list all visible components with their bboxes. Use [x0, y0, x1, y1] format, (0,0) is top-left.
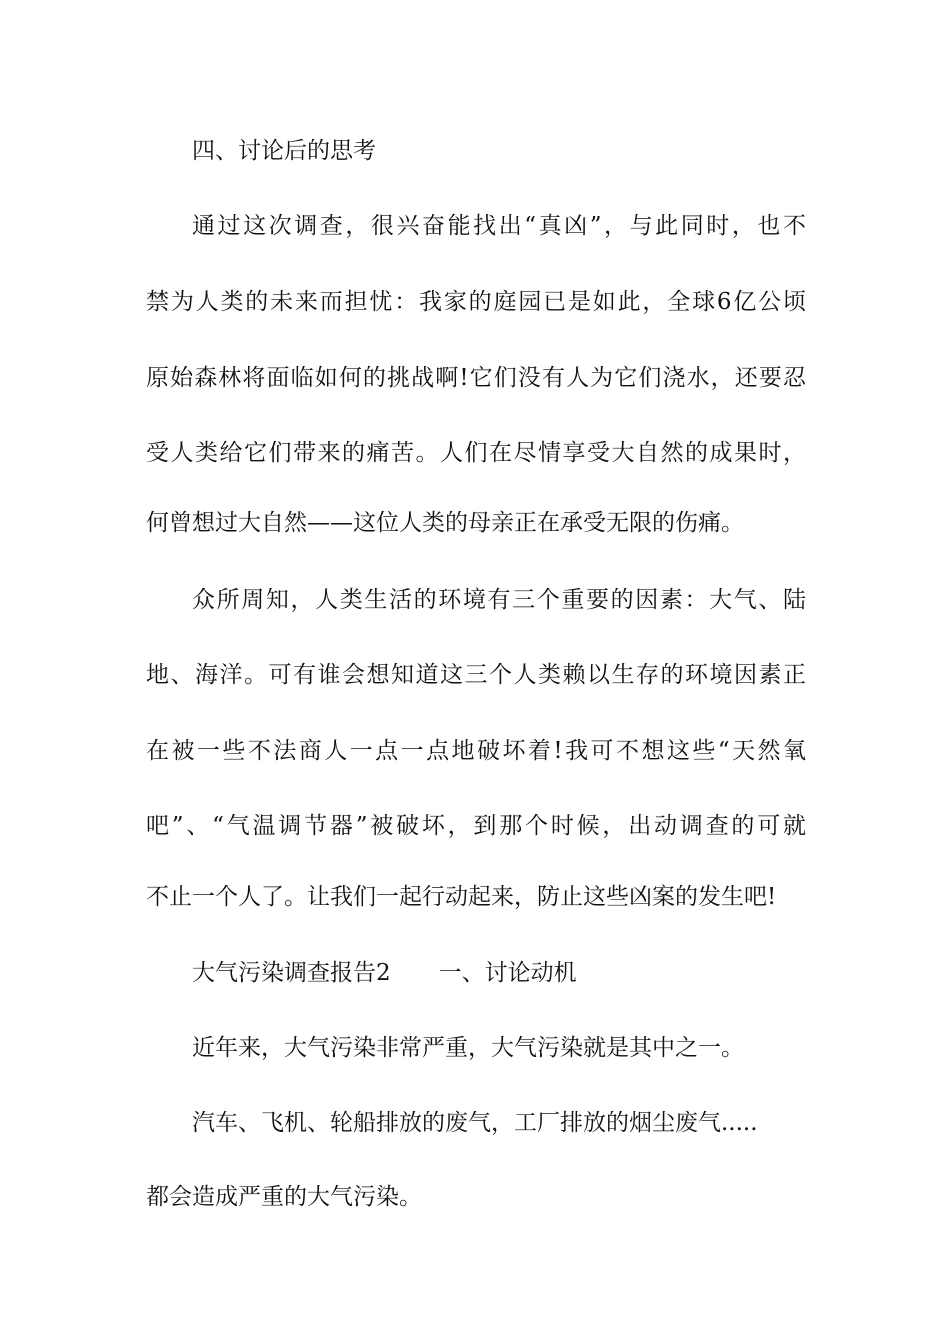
- section-heading-reflection: 四、讨论后的思考: [192, 138, 376, 164]
- paragraph-line: 众所周知，人类生活的环境有三个重要的因素：大气、陆: [192, 587, 806, 613]
- paragraph-line: 通过这次调查，很兴奋能找出“真凶”，与此同时，也不: [192, 213, 806, 239]
- paragraph-line: 禁为人类的未来而担忧：我家的庭园已是如此，全球6亿公顷: [146, 289, 806, 315]
- paragraph-line: 不止一个人了。让我们一起行动起来，防止这些凶案的发生吧!: [146, 884, 777, 910]
- report-heading: [192, 958, 806, 988]
- paragraph-line: 吧”、“气温调节器”被破坏，到那个时候，出动调查的可就: [146, 813, 806, 839]
- paragraph-line: 近年来，大气污染非常严重，大气污染就是其中之一。: [192, 1035, 744, 1061]
- paragraph-line: 都会造成严重的大气污染。: [146, 1184, 422, 1210]
- paragraph-line: 在被一些不法商人一点一点地破坏着!我可不想这些“天然氧: [146, 738, 806, 764]
- paragraph-line: 汽车、飞机、轮船排放的废气，工厂排放的烟尘废气.....: [192, 1110, 758, 1136]
- paragraph-line: 地、海洋。可有谁会想知道这三个人类赖以生存的环境因素正: [146, 662, 806, 688]
- report-section-heading: 一、讨论动机: [438, 960, 577, 986]
- paragraph-line: 受人类给它们带来的痛苦。人们在尽情享受大自然的成果时，: [146, 440, 806, 466]
- report-title: 大气污染调查报告2: [192, 960, 391, 986]
- paragraph-line: 何曾想过大自然——这位人类的母亲正在承受无限的伤痛。: [146, 510, 744, 536]
- paragraph-line: 原始森林将面临如何的挑战啊!它们没有人为它们浇水，还要忍: [146, 365, 806, 391]
